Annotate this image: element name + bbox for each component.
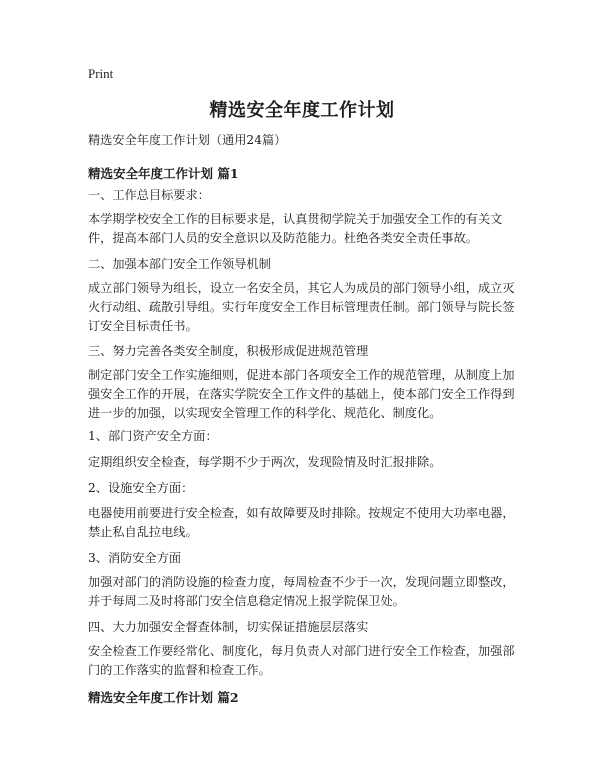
paragraph-system-heading: 三、努力完善各类安全制度，积极形成促进规范管理 [88, 344, 369, 358]
paragraph-fire-body: 加强对部门的消防设施的检查力度，每周检查不少于一次，发现问题立即整改，并于每周二及时将部门安全信息稳定情况上报学院保卫处。 [88, 575, 515, 608]
paragraph-facility-body: 电器使用前要进行安全检查，如有故障要及时排除。按规定不使用大功率电器，禁止私自乱拉电线。 [88, 506, 515, 539]
print-label[interactable]: Print [88, 66, 114, 81]
document-title: 精选安全年度工作计划 [209, 100, 395, 121]
paragraph-goal-heading: 一、工作总目标要求： [88, 188, 210, 202]
paragraph-leadership-body: 成立部门领导为组长，设立一名安全员，其它人为成员的部门领导小组，成立灭火行动组、疏散引导组。实行年度安全工作目标管理责任制。部门领导与院长签订安全目标责任书。 [88, 281, 515, 333]
paragraph-inspection-heading: 四、大力加强安全督查体制，切实保证措施层层落实 [88, 620, 369, 634]
paragraph-asset-body: 定期组织安全检查，每学期不少于两次，发现险情及时汇报排除。 [88, 455, 442, 469]
paragraph-asset-heading: 1、部门资产安全方面： [88, 429, 218, 443]
section-heading-2: 精选安全年度工作计划 篇2 [88, 690, 239, 705]
paragraph-inspection-body: 安全检查工作要经常化、制度化，每月负责人对部门进行安全工作检查，加强部门的工作落实的监督和检查工作。 [88, 644, 515, 677]
paragraph-facility-heading: 2、设施安全方面： [88, 481, 194, 495]
paragraph-leadership-heading: 二、加强本部门安全工作领导机制 [88, 257, 271, 271]
paragraph-goal-body: 本学期学校安全工作的目标要求是，认真贯彻学院关于加强安全工作的有关文件，提高本部门人员的安全意识以及防范能力。杜绝各类安全责任事故。 [88, 212, 503, 245]
document-subtitle: 精选安全年度工作计划（通用24篇） [88, 133, 287, 147]
paragraph-fire-heading: 3、消防安全方面 [88, 551, 182, 565]
paragraph-system-body: 制定部门安全工作实施细则，促进本部门各项安全工作的规范管理，从制度上加强安全工作的开展，在落实学院安全工作文件的基础上，使本部门安全工作得到进一步的加强，以实现安全管理工作的科学化、规范化、制度化。 [88, 368, 515, 420]
section-heading-1: 精选安全年度工作计划 篇1 [88, 166, 239, 181]
